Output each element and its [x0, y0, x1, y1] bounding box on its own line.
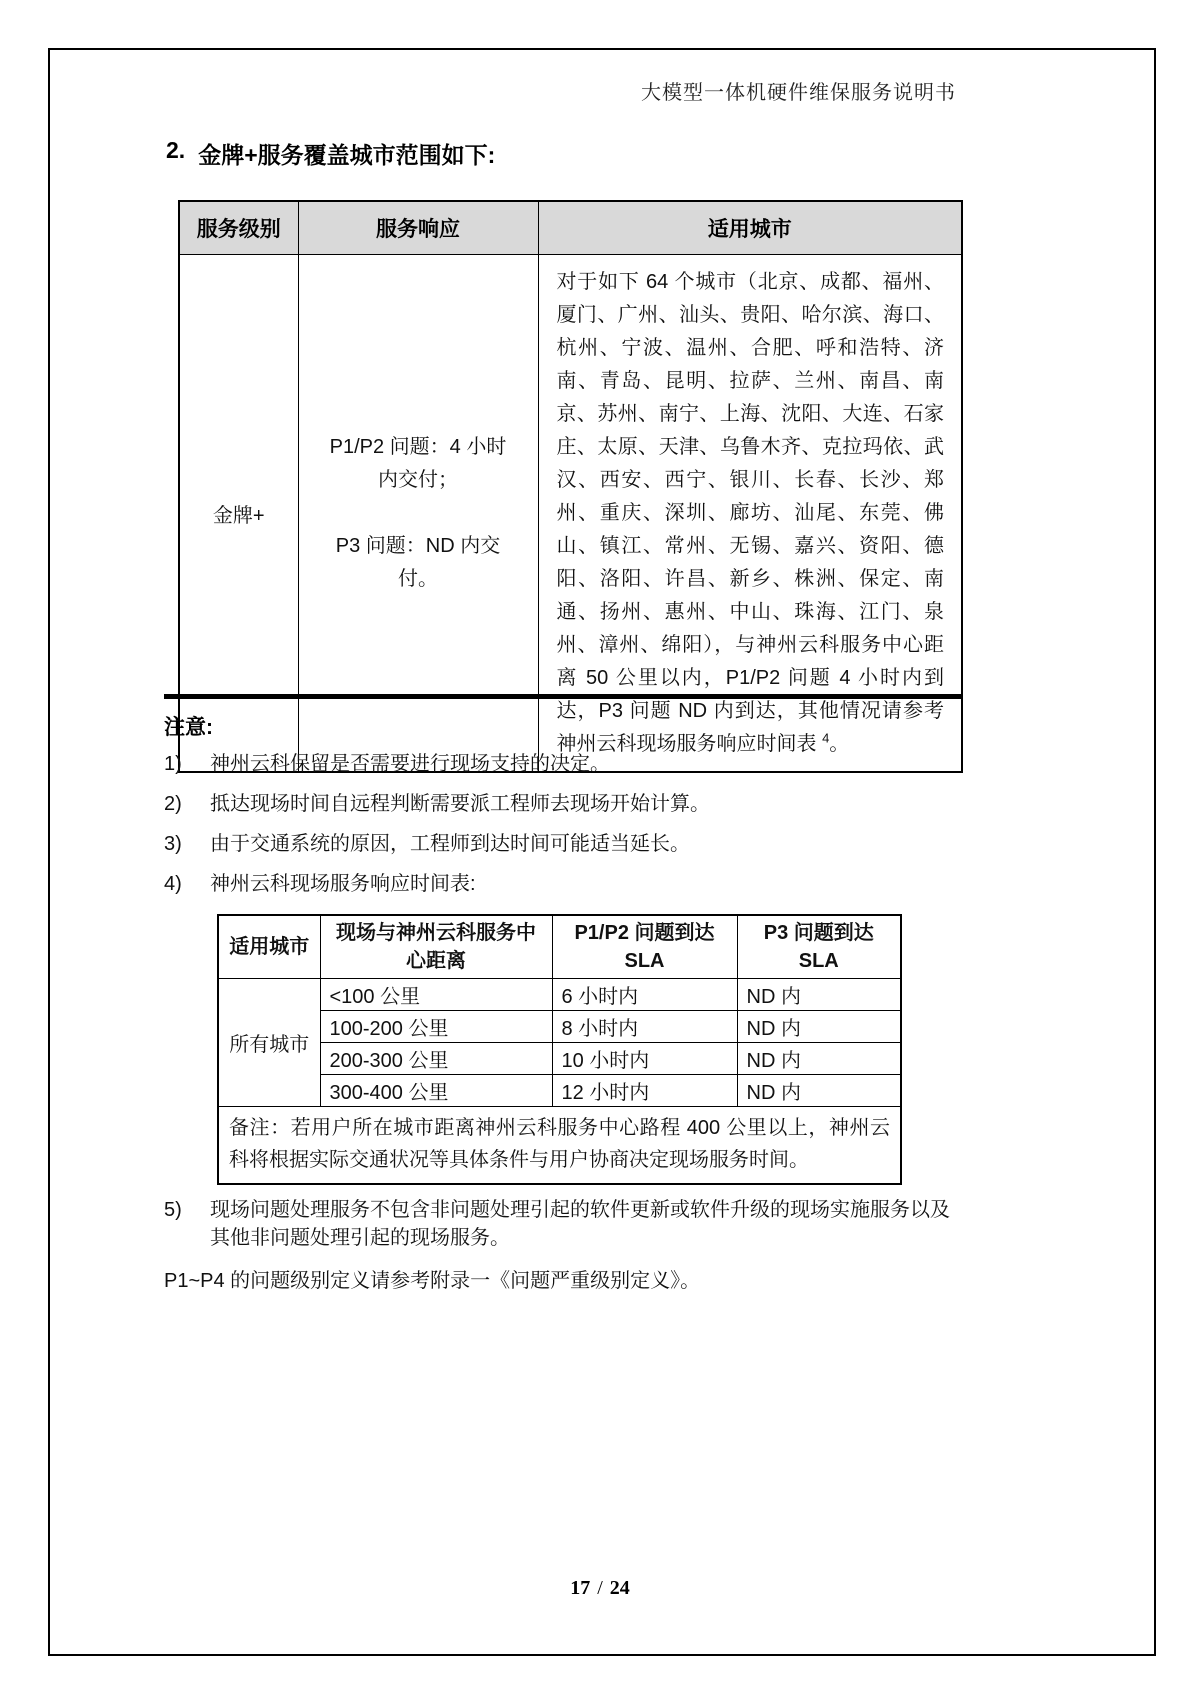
note-text: 神州云科现场服务响应时间表: — [210, 873, 476, 895]
t2-header-p1p2-sla: P1/P2 问题到达 SLA — [552, 915, 737, 979]
doc-header-title: 大模型一体机硬件维保服务说明书 — [641, 82, 956, 104]
t2-header-p3-sla: P3 问题到达 SLA — [737, 915, 901, 979]
table-row — [218, 1043, 901, 1075]
onsite-response-time-table — [217, 914, 902, 1185]
table-note-row — [218, 1107, 901, 1185]
gold-plus-service-table — [178, 200, 963, 773]
table-row — [218, 979, 901, 1011]
table-row — [218, 1075, 901, 1107]
section-title: 金牌+服务覆盖城市范围如下: — [198, 142, 496, 168]
section-number: 2. — [166, 137, 186, 163]
closing-line: P1~P4 的问题级别定义请参考附录一《问题严重级别定义》。 — [164, 1270, 701, 1292]
distance-cell: 200-300 公里 — [320, 1043, 552, 1075]
table-row — [218, 1011, 901, 1043]
t1-header-service-level: 服务级别 — [179, 201, 298, 255]
note-text: 神州云科保留是否需要进行现场支持的决定。 — [210, 753, 610, 775]
table-header-row — [218, 915, 901, 979]
section-divider-rule — [164, 694, 962, 699]
p1p2-sla-cell: 8 小时内 — [552, 1011, 737, 1043]
distance-cell: 100-200 公里 — [320, 1011, 552, 1043]
response-p3-text: P3 问题：ND 内交付。 — [335, 534, 501, 590]
distance-cell: 300-400 公里 — [320, 1075, 552, 1107]
all-cities-label-cell: 所有城市 — [218, 979, 320, 1107]
note-item-5 — [164, 1199, 969, 1252]
footer-page-number: 17 — [570, 1577, 591, 1599]
p1p2-sla-cell: 12 小时内 — [552, 1075, 737, 1107]
note-number: 2) — [164, 793, 182, 815]
note-number: 3) — [164, 833, 182, 855]
t1-header-applicable-cities: 适用城市 — [538, 201, 962, 255]
notice-label: 注意: — [164, 716, 213, 739]
t1-header-service-response: 服务响应 — [298, 201, 538, 255]
note-item-2 — [164, 793, 969, 818]
table-header-row — [179, 201, 962, 255]
table-note-text: 备注：若用户所在城市距离神州云科服务中心路程 400 公里以上，神州云科将根据实际交通状况等具体条件与用户协商决定现场服务时间。 — [218, 1107, 901, 1185]
t2-header-distance: 现场与神州云科服务中心距离 — [320, 915, 552, 979]
note-number: 1) — [164, 753, 182, 775]
p1p2-sla-cell: 6 小时内 — [552, 979, 737, 1011]
note-item-1 — [164, 753, 969, 778]
note-item-4 — [164, 873, 969, 898]
note-number: 4) — [164, 873, 182, 895]
note-text: 抵达现场时间自远程判断需要派工程师去现场开始计算。 — [210, 793, 710, 815]
p1p2-sla-cell: 10 小时内 — [552, 1043, 737, 1075]
t2-header-applicable-cities: 适用城市 — [218, 915, 320, 979]
p3-sla-cell: ND 内 — [737, 1011, 901, 1043]
footer-total-pages: 24 — [609, 1577, 630, 1599]
p3-sla-cell: ND 内 — [737, 1075, 901, 1107]
page-footer — [0, 1577, 1200, 1600]
footnote-superscript: 4 — [822, 730, 830, 746]
note-number: 5) — [164, 1199, 182, 1221]
section-heading — [166, 137, 495, 170]
note-item-3 — [164, 833, 969, 858]
notes-list — [164, 753, 969, 1295]
service-level-cell: 金牌+ — [179, 255, 298, 773]
p3-sla-cell: ND 内 — [737, 1043, 901, 1075]
note-text: 现场问题处理服务不包含非问题处理引起的软件更新或软件升级的现场实施服务以及其他非问题处理引起的现场服务。 — [210, 1199, 950, 1249]
distance-cell: <100 公里 — [320, 979, 552, 1011]
cities-paragraph: 对于如下 64 个城市（北京、成都、福州、厦门、广州、汕头、贵阳、哈尔滨、海口、杭州、宁波、温州、合肥、呼和浩特、济南、青岛、昆明、拉萨、兰州、南昌、南京、苏州、南宁、上海、沈阳、大连、石家庄、太原、天津、乌鲁木齐、克拉玛依、武汉、西安、西宁、银川、长春、长沙、郑州、重庆、深圳、廊坊、汕尾、东莞、佛山、镇江、常州、无锡、嘉兴、资阳、德阳、洛阳、许昌、新乡、株洲、保定、南通、扬州、惠州、中山、珠海、江门、泉州、漳州、绵阳），与神州云科服务中心距离 50 公里以内，P1/P2 问题 4 小时内到达，P3 问题 ND 内到达，其他情况请参考神州云科现场服务响应时间表 — [556, 271, 944, 755]
p3-sla-cell: ND 内 — [737, 979, 901, 1011]
note-text: 由于交通系统的原因，工程师到达时间可能适当延长。 — [210, 833, 690, 855]
footer-separator: / — [597, 1577, 603, 1599]
response-p1p2-text: P1/P2 问题：4 小时内交付； — [329, 435, 507, 491]
cities-paragraph-end: 。 — [829, 733, 850, 755]
